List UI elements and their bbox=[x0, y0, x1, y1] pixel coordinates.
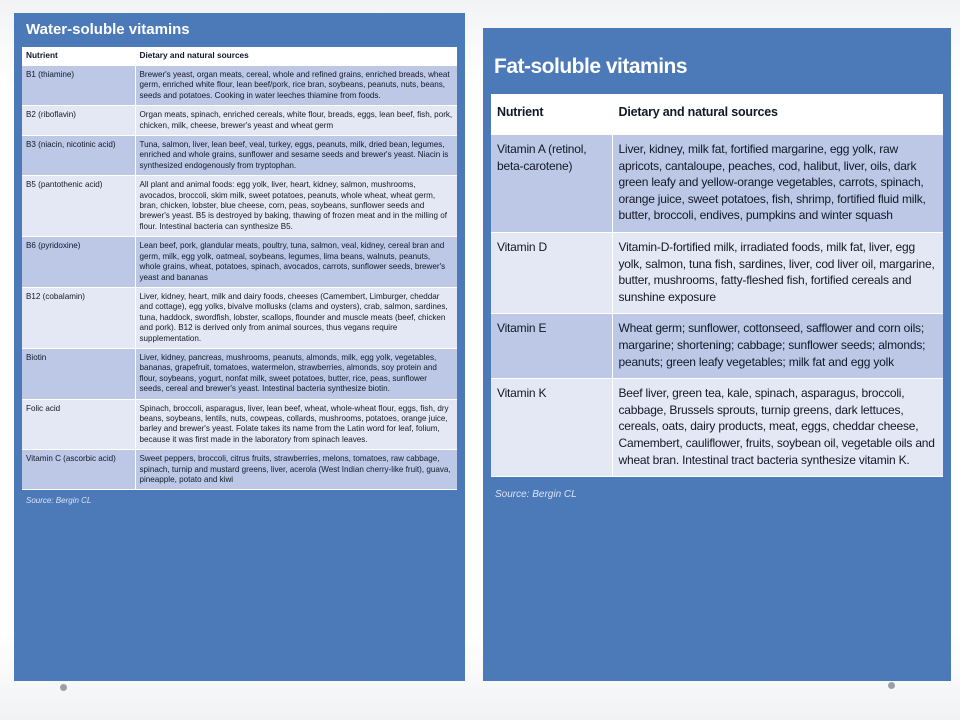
water-soluble-vitamins-panel bbox=[14, 13, 465, 681]
table-row bbox=[22, 348, 457, 399]
sources-cell: Beef liver, green tea, kale, spinach, asparagus, broccoli, cabbage, Brussels sprouts, turnip greens, dark lettuces, cereals, oats, dairy products, meat, eggs, cheddar cheese, Camembert, cauliflower, fruits, soybean oil, vegetable oils and wheat bran. Intestinal tract bacteria synthesize vitamin K. bbox=[612, 379, 943, 477]
sources-cell: Liver, kidney, heart, milk and dairy foods, cheeses (Camembert, Limburger, cheddar and cottage), egg yolks, bivalve mollusks (clams and oysters), crab, salmon, sardines, tuna, haddock, swordfish, lobster, scallops, flounder and muscle meats (beef, chicken and pork). B12 is derived only from animal sources, thus vegans require supplementation. bbox=[135, 287, 457, 348]
table-row bbox=[491, 314, 943, 379]
table-row bbox=[22, 176, 457, 237]
nutrient-cell: B5 (pantothenic acid) bbox=[22, 176, 135, 237]
sources-cell: Lean beef, pork, glandular meats, poultry, tuna, salmon, veal, kidney, cereal bran and germ, milk, egg yolk, oatmeal, soybeans, legumes, lima beans, walnuts, peanuts, whole grains, wheat, potatoes, spinach, avocados, carrots, sunflower seeds, brewer's yeast and bananas bbox=[135, 237, 457, 288]
sources-cell: Spinach, broccoli, asparagus, liver, lean beef, wheat, whole-wheat flour, eggs, fish, dry beans, soybeans, lentils, nuts, cowpeas, collards, mushrooms, potatoes, orange juice, barley and brewer's yeast. Folate takes its name from the Latin word for leaf, folium, because it was first made in the laboratory from spinach leaves. bbox=[135, 399, 457, 450]
water-soluble-title: Water-soluble vitamins bbox=[26, 21, 190, 38]
header-nutrient: Nutrient bbox=[22, 47, 135, 66]
nutrient-cell: B6 (pyridoxine) bbox=[22, 237, 135, 288]
nutrient-cell: B12 (cobalamin) bbox=[22, 287, 135, 348]
table-row bbox=[491, 135, 943, 233]
table-row bbox=[22, 136, 457, 176]
sources-cell: Liver, kidney, milk fat, fortified margarine, egg yolk, raw apricots, cantaloupe, peaches, cod, halibut, liver, oils, dark green leafy and yellow-orange vegetables, carrots, spinach, orange juice, sweet potatoes, fish, shrimp, fortified fluid milk, butter, broccoli, endives, pumpkins and winter squash bbox=[612, 135, 943, 233]
nutrient-cell: B2 (riboflavin) bbox=[22, 106, 135, 136]
table-row bbox=[491, 232, 943, 313]
sources-cell: Vitamin-D-fortified milk, irradiated foods, milk fat, liver, egg yolk, salmon, tuna fish, sardines, liver, cod liver oil, margarine, butter, mushrooms, fatty-fleshed fish, fortified cereals and sunshine exposure bbox=[612, 232, 943, 313]
sources-cell: Sweet peppers, broccoli, citrus fruits, strawberries, melons, tomatoes, raw cabbage, spinach, turnip and mustard greens, liver, acerola (West Indian cherry-like fruit), guava, pineapple, potato and kiwi bbox=[135, 450, 457, 490]
nutrient-cell: B3 (niacin, nicotinic acid) bbox=[22, 136, 135, 176]
nutrient-cell: Folic acid bbox=[22, 399, 135, 450]
sources-cell: Brewer's yeast, organ meats, cereal, whole and refined grains, enriched breads, wheat germ, enriched white flour, lean beef/pork, rice bran, soybeans, peanuts, nuts, beans, seeds and potatoes. Cooking in water leeches thiamine from foods. bbox=[135, 66, 457, 106]
water-soluble-source: Source: Bergin CL bbox=[26, 496, 92, 506]
table-row bbox=[22, 66, 457, 106]
table-row bbox=[22, 106, 457, 136]
water-soluble-table bbox=[22, 47, 457, 490]
table-header-row bbox=[491, 94, 943, 135]
sources-cell: All plant and animal foods: egg yolk, liver, heart, kidney, salmon, mushrooms, avocados, broccoli, skim milk, sweet potatoes, peanuts, whole wheat, wheat germ, bran, chicken, lobster, blue cheese, corn, peas, soybeans, sunflower seeds and brewer's yeast. B5 is destroyed by baking, thawing of frozen meat and in the milling of flour. Intestinal bacteria can synthesize B5. bbox=[135, 176, 457, 237]
table-header-row bbox=[22, 47, 457, 66]
bullet-dot-right bbox=[888, 682, 895, 689]
header-nutrient: Nutrient bbox=[491, 94, 612, 135]
sources-cell: Organ meats, spinach, enriched cereals, white flour, breads, eggs, lean beef, fish, pork, chicken, milk, cheese, brewer's yeast and wheat germ bbox=[135, 106, 457, 136]
fat-soluble-vitamins-panel bbox=[483, 28, 951, 681]
bullet-dot-left bbox=[60, 684, 67, 691]
nutrient-cell: B1 (thiamine) bbox=[22, 66, 135, 106]
nutrient-cell: Vitamin D bbox=[491, 232, 612, 313]
nutrient-cell: Biotin bbox=[22, 348, 135, 399]
table-row bbox=[22, 450, 457, 490]
table-row bbox=[22, 287, 457, 348]
sources-cell: Liver, kidney, pancreas, mushrooms, peanuts, almonds, milk, egg yolk, vegetables, bananas, grapefruit, tomatoes, watermelon, strawberries, almonds, soy protein and flour, soybeans, yogurt, nonfat milk, sweet potatoes, butter, rice, peas, sunflower seeds, cereal and brewer's yeast. Intestinal bacteria synthesize biotin. bbox=[135, 348, 457, 399]
fat-soluble-source: Source: Bergin CL bbox=[495, 489, 577, 501]
table-row bbox=[491, 379, 943, 477]
sources-cell: Wheat germ; sunflower, cottonseed, safflower and corn oils; margarine; shortening; cabbage; sunflower seeds; almonds; peanuts; green leafy vegetables; milk fat and egg yolk bbox=[612, 314, 943, 379]
fat-soluble-title: Fat-soluble vitamins bbox=[494, 55, 688, 78]
nutrient-cell: Vitamin C (ascorbic acid) bbox=[22, 450, 135, 490]
nutrient-cell: Vitamin E bbox=[491, 314, 612, 379]
fat-soluble-table bbox=[491, 94, 943, 477]
fat-soluble-rows bbox=[491, 135, 943, 477]
table-row bbox=[22, 237, 457, 288]
water-soluble-rows bbox=[22, 66, 457, 490]
sources-cell: Tuna, salmon, liver, lean beef, veal, turkey, eggs, peanuts, milk, dried bean, legumes, enriched and whole grains, sunflower and sesame seeds and brewer's yeast. Niacin is synthesized endogenously from tryptophan. bbox=[135, 136, 457, 176]
table-row bbox=[22, 399, 457, 450]
nutrient-cell: Vitamin K bbox=[491, 379, 612, 477]
header-sources: Dietary and natural sources bbox=[135, 47, 457, 66]
header-sources: Dietary and natural sources bbox=[612, 94, 943, 135]
nutrient-cell: Vitamin A (retinol, beta-carotene) bbox=[491, 135, 612, 233]
